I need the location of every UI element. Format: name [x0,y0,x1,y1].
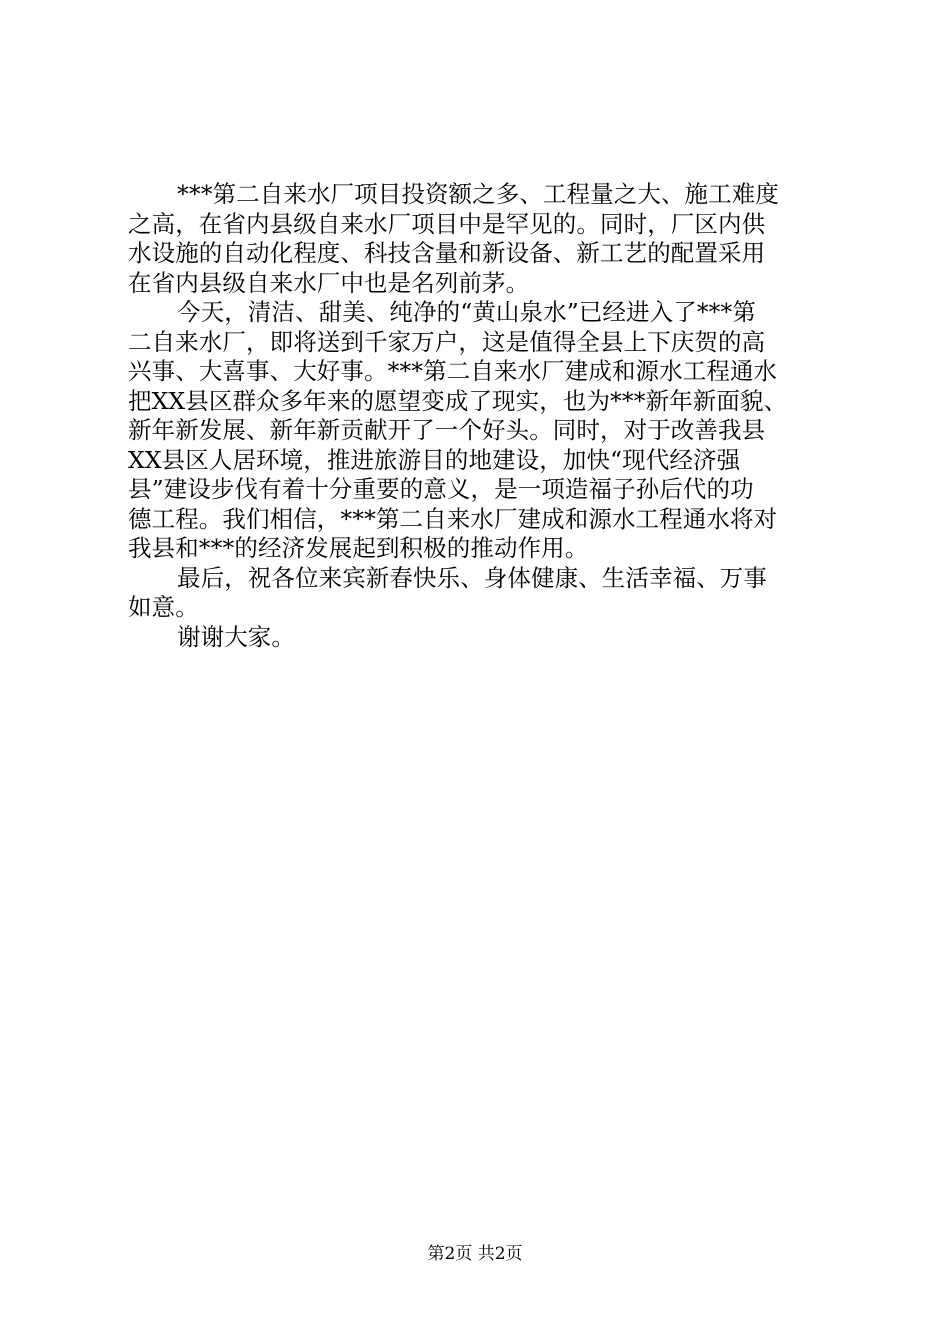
paragraph-4-line-1: 谢谢大家。 [177,622,295,651]
paragraph-2-line-9: 我县和***的经济发展起到积极的推动作用。 [128,534,589,562]
paragraph-2-line-5: 新年新发展、新年新贡献开了一个好头。同时，对于改善我县 [128,416,766,444]
paragraph-2-line-3: 兴事、大喜事、大好事。***第二自来水厂建成和源水工程通水 [128,357,778,385]
paragraph-3-line-1: 最后，祝各位来宾新春快乐、身体健康、生活幸福、万事 [177,563,767,592]
paragraph-2-line-8: 德工程。我们相信，***第二自来水厂建成和源水工程通水将对 [128,504,778,533]
paragraph-2-line-7: 县”建设步伐有着十分重要的意义，是一项造福子孙后代的功 [128,475,754,503]
paragraph-1-line-2: 之高，在省内县级自来水厂项目中是罕见的。同时，厂区内供 [128,209,766,238]
paragraph-2-line-4: 把XX县区群众多年来的愿望变成了现实，也为***新年新面貌、 [128,386,788,415]
paragraph-2-line-2: 二自来水厂，即将送到千家万户，这是值得全县上下庆贺的高 [128,327,766,356]
document-body [128,180,840,652]
paragraph-1-line-4: 在省内县级自来水厂中也是名列前茅。 [128,268,530,297]
page-number-footer: 第2页 共2页 [427,1244,523,1264]
paragraph-3-line-2: 如意。 [128,593,199,621]
paragraph-2-line-6: XX县区人居环境，推进旅游目的地建设，加快“现代经济强 [128,445,741,474]
paragraph-2-line-1: 今天，清洁、甜美、纯净的“黄山泉水”已经进入了***第 [177,298,756,326]
paragraph-1-line-1: ***第二自来水厂项目投资额之多、工程量之大、施工难度 [177,180,779,208]
paragraph-1-line-3: 水设施的自动化程度、科技含量和新设备、新工艺的配置采用 [128,239,766,267]
